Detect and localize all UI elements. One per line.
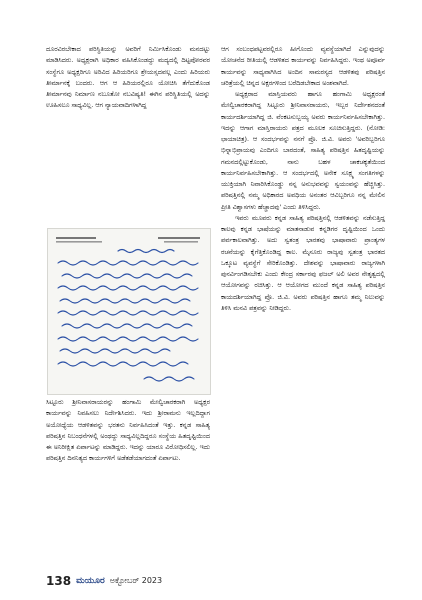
- paragraph: ದೂರವಿರಬೇಕಾದ ಪರಿಸ್ಥಿತಿಯನ್ನು ಅವರಿಗೆ ನಿರ್ಮಿಸಿಕೊಂಡು ಮನದಟ್ಟು ಮಾಡಿಸಿದರು. ಅಧ್ಯಕ್ಷರಾಗಿ ಅಧಿಕಾರ ವಹಿಸಿಕೊಂಡದ್ದು ಮದ್ಯದಲ್ಲಿ ದಿಟ್ಟಪೋರವರ ಸಂಸ್ಥೆಗೂ ಅಧ್ಯಕ್ಷರಿಗೂ ಅರಿವಿದ ಹಿರಿಯರಿಗೂ ಶ್ರೇಯಸ್ಸದವಲ್ಲ ಎಂದು ಹಿರಿಯರು ತೀರ್ಮಾನಕ್ಕೆ ಬಂದರು. ಆಗ ಆ ಹಿರಿಯರಲ್ಲಿರೂ ಯೋಚಿಸಿ ತೆಗೆದುಕೊಂಡ ತೀರ್ಮಾನವು ನಿರ್ಮಾಣ ನಬೂತೋ ನಬವಿಷ್ಯತಿ! ಈಗಿನ ಪರಿಸ್ಥಿತಿಯಲ್ಲಿ ಅದನ್ನು ಊಹಿಸಲೂ ಸಾಧ್ಯವಿಲ್ಲ. ಆಗ ನ್ಯಾಯವಾದಿಗಳಾಗಿದ್ದ: [46, 45, 210, 110]
- left-column-top: [46, 44, 210, 112]
- paragraph: ಅಧ್ಯಕ್ಷರಾದ ಮಾಸ್ತಿಯವರು ಹಾಗೂ ಹಂಗಾಮಿ ಅಧ್ಯಕ್ಷರಂತೆ ಮೇಲ್ವಿಚಾರಕರಾಗಿದ್ದ ಸಿಟ್ಟೂರು ಶ್ರೀನಿವಾಸರಾಯರು, ಇಬ್ಬರ ನಿರ್ದೇಶನದಂತೆ ಕಾರ್ಯದರ್ಶಿಯಾಗಿದ್ದ ಜಿ. ವೆಂಕಟಸುಬ್ಬಯ್ಯ ಅವರು ಕಾರ್ಯನಿರ್ವಹಿಸಬೇಕಾಗಿತ್ತು. ಇದನ್ನು ಆಗಾಗ ಮಾಸ್ತಿರಾಯರು ಪತ್ರದ ಮೂಲಕ ಸೂಚಿಸುತ್ತಿದ್ದರು. (ನೋಡಿ: ಛಾಯಾಚಿತ್ರ). ಆ ಸಂದರ್ಭವನ್ನು ನನಗೆ ಪ್ರೊ. ಜಿ.ವಿ. ಅವರು 'ಅವರಿಬ್ಬರಿಗೂ ಭಿನ್ನಾಭಿಪ್ರಾಯವು ಎಂದಿಗೂ ಬಾರದಂತೆ, ಸಾಹಿತ್ಯ ಪರಿಷತ್ತಿನ ಹಿತದೃಷ್ಟಿಯನ್ನು ಗಮನದಲ್ಲಿಟ್ಟುಕೊಂಡು, ನಾನು ಬಹಳ ಚಾಕಚಕ್ಯತೆಯಿಂದ ಕಾರ್ಯನಿರ್ವಹಿಸಬೇಕಾಗಿತ್ತು. ಆ ಸಂದರ್ಭದಲ್ಲಿ ಅನೇಕ ಸೂಕ್ಷ್ಮ ಸಂಗತಿಗಳನ್ನು ಯುಕ್ತಿಯಾಗಿ ನಿವಾರಿಸಿಕೊಂಡ್ಡು ನನ್ನ ಅನುಭವವನ್ನು ಸ್ವಯಂವನ್ನು ಹೆಚ್ಚಿಸಿತ್ತು. ಪರಿಷತ್ತಿನಲ್ಲಿ ನಮ್ಮ ಅಧಿಕಾರದ ಅವಧಿಯ ಅನಂತರ ಆವಿಬ್ಬರಿಗೂ ನನ್ನ ಮೇಲಿನ ಪ್ರೀತಿ ವಿಶ್ವಾಸಗಳು ಹೆಚ್ಚಾದವು' ಎಂದು ತಿಳಿಸಿದ್ದರು.: [221, 90, 385, 211]
- issue-date: ಅಕ್ಟೋಬರ್ 2023: [109, 576, 163, 585]
- paragraph: ಸಿಟ್ಟೂರು ಶ್ರೀನಿವಾಸರಾಯರನ್ನು ಹಂಗಾಮಿ ಮೇಲ್ವಿಚಾರಕರಾಗಿ ಅಧ್ಯಕ್ಷರ ಕಾರ್ಯವನ್ನು ನಿವಹಿಸಲು ನಿರ್ದೇಶಿಸಿದರು. ಇದು ಶ್ರೀರಾಮನು ಇಲ್ಲದಿದ್ದಾಗ ಅಯೋಧ್ಯೆಯ ಆಡಳಿತವನ್ನು ಭರತನು ನಿರ್ವಹಿಸಿದಂತೆ ಇತ್ತು. ಕನ್ನಡ ಸಾಹಿತ್ಯ ಪರಿಷತ್ತಿನ ನಿಬಂಧನೆಗಳಲ್ಲಿ ಅಂಥದ್ದು ಸಾಧ್ಯವಿಲ್ಲದಿದ್ದರೂ ಸಂಸ್ಥೆಯ ಹಿತದೃಷ್ಟಿಯಿಂದ ಈ ಅನಿರೀಕ್ಷಿತ ಏರ್ಪಾಟನ್ನು ಮಾಡಿದ್ದರು. ಇದನ್ನು ಯಾರೂ ವಿರೋಧಿಸಲಿಲ್ಲ. ಇದು ಪರಿಷತ್ತಿನ ದಿನನಿತ್ಯದ ಕಾರ್ಯಗಳಿಗೆ ಅಡೆತಡೆಯಾಗದಂತೆ ಏರ್ಪಾಟು.: [46, 398, 210, 463]
- magazine-logo: ಮಯೂರ: [76, 576, 105, 586]
- page-footer: [46, 574, 162, 588]
- page-number: 138: [46, 574, 72, 588]
- right-column: [221, 44, 385, 314]
- handwritten-letter-photo: [47, 228, 211, 395]
- left-column-bottom: [46, 397, 210, 465]
- paragraph: ಇವರು ಮೂವರು ಕನ್ನಡ ಸಾಹಿತ್ಯ ಪರಿಷತ್ತಿನಲ್ಲಿ ಆಡಳಿತವನ್ನು ನಡೆಸುತ್ತಿದ್ದ ಕಾಲವು ಕನ್ನಡ ಭಾಷೆಯನ್ನು ಮಾತನಾಡುವ ಕನ್ನಡಿಗರ ದೃಷ್ಟಿಯಿಂದ ಒಂದು ಪರ್ವಕಾಲವಾಗಿತ್ತು. ಅದು ಸ್ವತಂತ್ರ ಭಾರತವು ಭಾಷಾವಾರು ಪ್ರಾಂತ್ಯಗಳ ರಚನೆಯನ್ನು ಕೈಗೆತ್ತಿಕೊಂಡಿದ್ದ ಕಾಲ. ಮೈಸೂರು ರಾಜ್ಯವು ಸ್ವತಂತ್ರ ಭಾರತದ ಒಕ್ಕೂಟ ವ್ಯವಸ್ಥೆಗೆ ಸೇರಿಕೊಂಡಿತ್ತು. ದೇಶವನ್ನು ಭಾಷಾವಾರು ರಾಜ್ಯಗಳಾಗಿ ಪುನರ್ವಿಂಗಡಿಸಬೇಕು ಎಂದು ಕೇಂದ್ರ ಸರ್ಕಾರವು ಫಜಲ್ ಅಲಿ ಅವರ ನೇತೃತ್ವದಲ್ಲಿ ಆಯೋಗವನ್ನು ರಚಿಸಿತ್ತು. ಆ ಆಯೋಗದ ಮುಂದೆ ಕನ್ನಡ ಸಾಹಿತ್ಯ ಪರಿಷತ್ತಿನ ಕಾಯದರ್ಶಿಯಾಗಿದ್ದ ಪ್ರೊ. ಜಿ.ವಿ. ಅವರು ಪರಿಷತ್ತಿನ ಹಾಗೂ ತಮ್ಮ ನಿಲುವನ್ನು ತಿಳಿಸಿ ಮನವಿ ಪತ್ರವನ್ನು ನೀಡಿದ್ದರು.: [221, 213, 385, 312]
- paragraph: ಆಗ ಸಂಬಂಧಪಟ್ಟವರಲ್ಲಿರೂ ಹೀಗೊಂದು ವ್ಯವಸ್ಥೆಯಾಗಿದೆ ಎನ್ನುವುದನ್ನು ಯೋಚನೆದ ರೀತಿಯಲ್ಲಿ ಆಡಳಿತದ ಕಾರ್ಯವನ್ನು ನಿರ್ವಹಿಸಿದ್ದರು. ಇಂಥ ಅಪೂರ್ವ ಕಾರ್ಯವನ್ನು ಸಾಧ್ಯವಾಗಿಸಿದ ಅಂದಿನ ಸಾಮರಸ್ಯದ ಆಡಳಿತವು ಪರಿಷತ್ತಿನ ಚರಿತ್ರೆಯಲ್ಲಿ ಚಿನ್ನದ ಅಕ್ಷರಗಳಿಂದ ಬರೆದಿಡಬೇಕಾದ ಅಂಶವಾಗಿದೆ.: [221, 45, 385, 87]
